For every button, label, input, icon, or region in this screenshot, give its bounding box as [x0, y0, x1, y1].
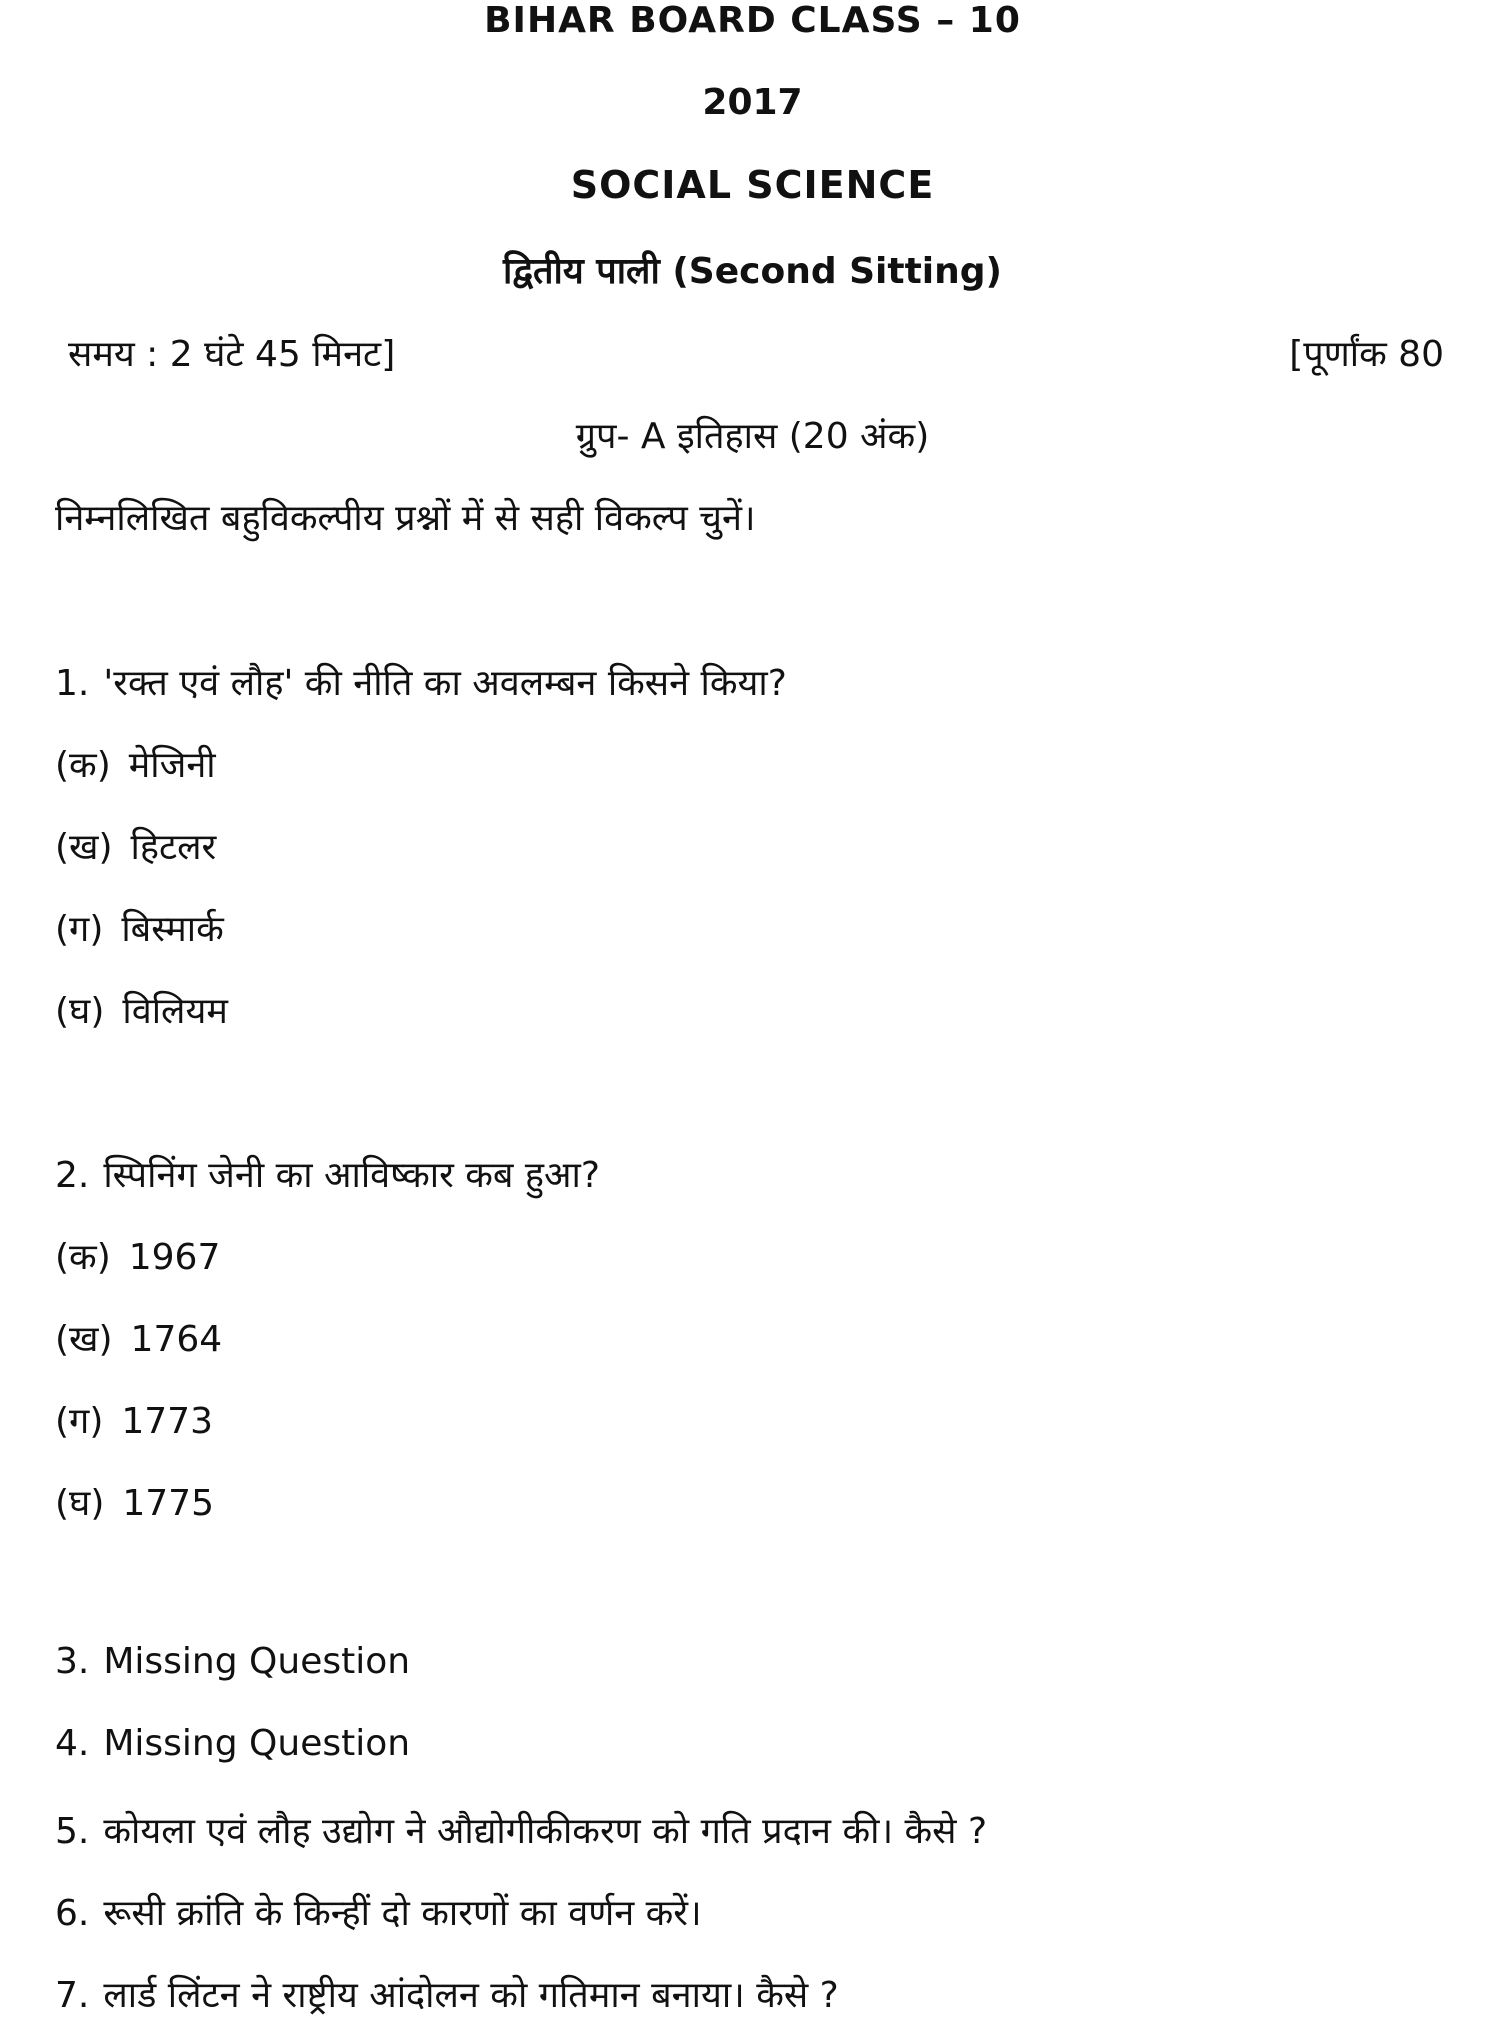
question-number: 4. [55, 1723, 90, 1764]
option-label: (ग) [55, 909, 104, 950]
question-number: 6. [55, 1893, 90, 1934]
option-label: (ख) [55, 1319, 113, 1360]
question-2-option-d [55, 1477, 214, 1526]
question-number: 5. [55, 1811, 90, 1852]
option-text: 1764 [130, 1319, 223, 1360]
question-2-option-c [55, 1395, 213, 1444]
question-1 [55, 657, 787, 706]
question-1-option-a [55, 739, 216, 788]
option-label: (क) [55, 1237, 111, 1278]
question-text: रूसी क्रांति के किन्हीं दो कारणों का वर्णन करें। [103, 1893, 702, 1934]
option-text: मेजिनी [128, 745, 216, 786]
question-5 [55, 1805, 987, 1854]
subject-title: SOCIAL SCIENCE [570, 163, 935, 207]
option-label: (घ) [55, 1483, 105, 1524]
exam-year: 2017 [702, 82, 803, 123]
question-6 [55, 1887, 702, 1936]
question-number: 1. [55, 663, 90, 704]
question-3 [55, 1641, 410, 1682]
option-text: विलियम [122, 991, 228, 1032]
option-label: (क) [55, 745, 111, 786]
time-allowed: समय : 2 घंटे 45 मिनट] [68, 334, 396, 375]
question-2-option-b [55, 1313, 222, 1362]
instruction-text: निम्नलिखित बहुविकल्पीय प्रश्नों में से सही विकल्प चुनें। [55, 498, 756, 539]
question-2 [55, 1149, 600, 1198]
question-text: स्पिनिंग जेनी का आविष्कार कब हुआ? [103, 1155, 600, 1196]
question-1-option-b [55, 821, 216, 870]
group-heading: ग्रुप- A इतिहास (20 अंक) [575, 416, 930, 457]
option-text: हिटलर [130, 827, 217, 868]
option-text: 1775 [122, 1483, 214, 1524]
option-label: (घ) [55, 991, 105, 1032]
question-text: Missing Question [103, 1641, 411, 1682]
question-4 [55, 1723, 410, 1764]
option-label: (ग) [55, 1401, 104, 1442]
board-title: BIHAR BOARD CLASS – 10 [484, 0, 1021, 41]
question-number: 7. [55, 1975, 90, 2016]
question-text: 'रक्त एवं लौह' की नीति का अवलम्बन किसने किया? [103, 663, 787, 704]
option-label: (ख) [55, 827, 113, 868]
sitting-title: द्वितीय पाली (Second Sitting) [503, 251, 1002, 292]
full-marks: [पूर्णांक 80 [1289, 334, 1444, 375]
question-text: लार्ड लिंटन ने राष्ट्रीय आंदोलन को गतिमान बनाया। कैसे ? [103, 1975, 839, 2016]
question-number: 2. [55, 1155, 90, 1196]
question-number: 3. [55, 1641, 90, 1682]
question-1-option-c [55, 903, 224, 952]
option-text: 1967 [128, 1237, 221, 1278]
question-text: कोयला एवं लौह उद्योग ने औद्योगीकीकरण को गति प्रदान की। कैसे ? [103, 1811, 988, 1852]
option-text: बिस्मार्क [121, 909, 224, 950]
question-text: Missing Question [103, 1723, 411, 1764]
option-text: 1773 [121, 1401, 213, 1442]
question-7 [55, 1969, 839, 2018]
question-1-option-d [55, 985, 228, 1034]
question-2-option-a [55, 1231, 220, 1280]
